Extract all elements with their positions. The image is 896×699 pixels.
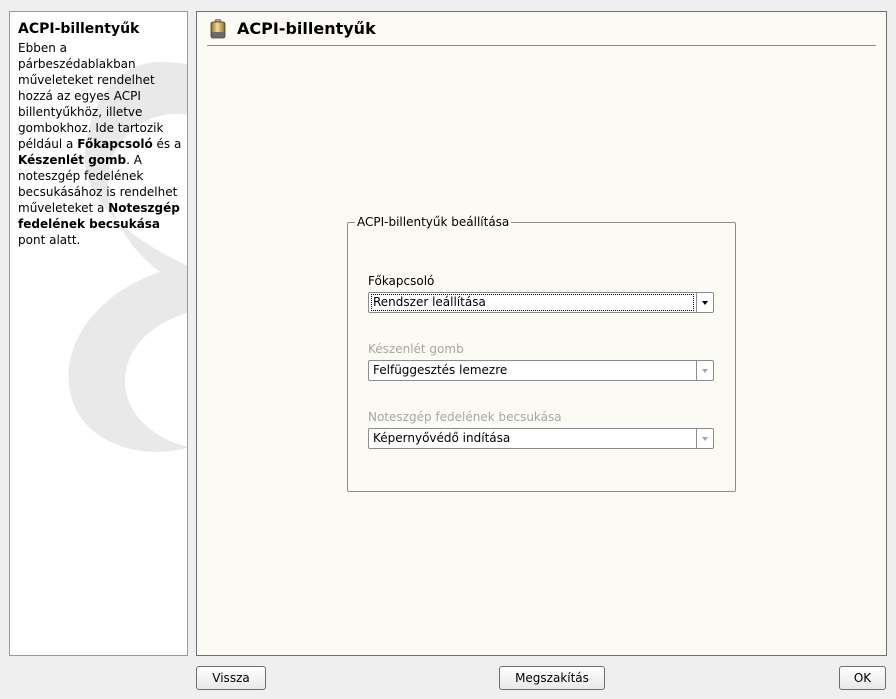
chevron-down-icon <box>702 369 708 373</box>
main-header <box>207 16 876 46</box>
page-title: ACPI-billentyűk <box>237 19 376 38</box>
standby-button-value: Felfüggesztés lemezre <box>373 363 508 377</box>
chevron-down-icon <box>702 301 708 305</box>
help-text <box>18 40 186 248</box>
standby-button-label: Készenlét gomb <box>368 342 464 356</box>
lid-close-label: Noteszgép fedelének becsukása <box>368 410 562 424</box>
help-title: ACPI-billentyűk <box>18 21 140 37</box>
help-text-segment: . A noteszgép fedelének becsukásához is rendelhet műveleteket a <box>18 153 178 215</box>
help-pane <box>9 11 188 656</box>
acpi-settings-group <box>347 215 736 492</box>
help-text-segment: pont alatt. <box>18 233 81 247</box>
ok-button[interactable]: OK <box>839 666 886 690</box>
battery-icon <box>209 19 227 39</box>
help-text-emphasis: Készenlét gomb <box>18 153 127 167</box>
back-button[interactable]: Vissza <box>196 666 266 690</box>
help-text-segment: Ebben a párbeszédablakban műveleteket rendelhet hozzá az egyes ACPI billentyűkhöz, illetve gombokhoz. Ide tartozik például a <box>18 41 164 151</box>
chevron-down-icon <box>702 437 708 441</box>
group-title: ACPI-billentyűk beállítása <box>357 215 510 229</box>
lid-close-combo[interactable] <box>368 428 714 449</box>
power-button-combo[interactable] <box>368 292 714 313</box>
help-text-emphasis: Főkapcsoló <box>77 137 153 151</box>
standby-button-combo[interactable] <box>368 360 714 381</box>
help-text-segment: és a <box>152 137 182 151</box>
help-text-emphasis: Noteszgép fedelének becsukása <box>18 201 180 231</box>
lid-close-dropdown[interactable] <box>696 429 713 448</box>
main-pane <box>196 11 887 656</box>
power-button-value: Rendszer leállítása <box>372 295 693 310</box>
power-button-dropdown[interactable] <box>696 293 713 312</box>
abort-button[interactable]: Megszakítás <box>499 666 605 690</box>
standby-button-dropdown[interactable] <box>696 361 713 380</box>
power-button-label: Főkapcsoló <box>368 274 435 288</box>
lid-close-value: Képernyővédő indítása <box>373 431 511 445</box>
